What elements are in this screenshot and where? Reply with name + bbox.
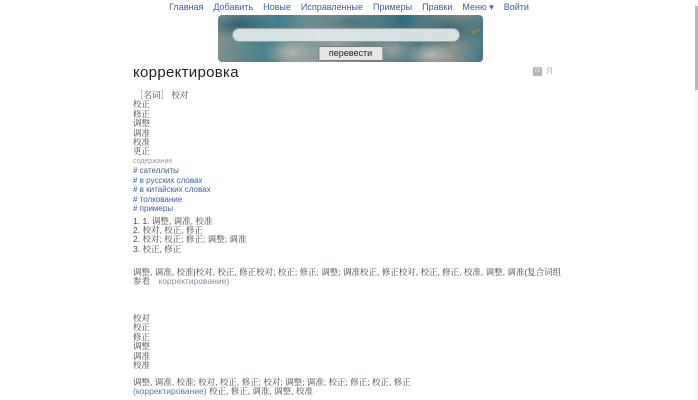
- toc-link-examples[interactable]: # примеры: [133, 204, 174, 214]
- chinese-word-line: 调整: [133, 341, 151, 352]
- nav-item-corrected[interactable]: Исправленные: [300, 2, 363, 12]
- nav-item-edits[interactable]: Правки: [422, 2, 453, 12]
- toc-heading: содержание: [133, 158, 173, 165]
- translation-line: 调整: [133, 118, 151, 129]
- satellites-section: [133, 217, 246, 254]
- header-banner-image: [218, 15, 483, 62]
- satellite-line: 1. 1. 调整, 调准, 校准: [133, 216, 213, 226]
- in-russian-words-section: [133, 268, 565, 287]
- chinese-word-line: 调准: [133, 350, 151, 361]
- toc-link-interpretation[interactable]: # толкование: [133, 194, 183, 204]
- satellite-line: 2. 校对, 校正, 修正: [133, 225, 203, 236]
- examples-line-rest: 校正, 修正, 调准, 调整, 校准: [206, 386, 313, 397]
- translation-line: 校正: [133, 99, 151, 110]
- pencil-icon[interactable]: ✏: [470, 25, 483, 40]
- toc-link-satellites[interactable]: # сателлиты: [133, 166, 179, 175]
- translation-line: 校准: [133, 137, 151, 148]
- translate-button[interactable]: перевести: [318, 46, 383, 61]
- table-of-contents: [133, 157, 211, 214]
- toc-link-chinese-words[interactable]: # в китайских словах: [133, 185, 211, 195]
- translations-block: [133, 91, 188, 157]
- search-input[interactable]: [232, 28, 460, 42]
- examples-line: 调整, 调准, 校准; 校对, 校正, 修正; 校对; 调整; 调准; 校正; 修正; 校正, 修正: [133, 377, 411, 387]
- chinese-word-line: 校正: [133, 322, 151, 333]
- cyrillic-view-icon[interactable]: Я: [546, 66, 553, 76]
- translation-line: 更正: [133, 146, 151, 157]
- translation-line: 修正: [133, 108, 151, 119]
- view-toggle-icons: [533, 67, 553, 76]
- hanzi-view-icon[interactable]: 汉: [534, 68, 541, 74]
- nav-item-home[interactable]: Главная: [169, 2, 204, 12]
- korrektirovanie-example-link[interactable]: (корректирование): [133, 386, 207, 397]
- russian-words-text: 调整, 调准, 校准|校对, 校正, 修正校对; 校正; 修正; 调整; 调准校正, 修正校对, 校正, 修正, 校准, 调整, 调准(复合词组参看: [133, 267, 562, 287]
- examples-line: [133, 387, 565, 396]
- nav-item-add[interactable]: Добавить: [213, 2, 254, 12]
- nav-item-examples[interactable]: Примеры: [372, 2, 413, 12]
- top-navigation: [0, 2, 698, 12]
- pos-line: ［名词］ 校对: [135, 90, 189, 100]
- page-title: корректировка: [133, 64, 239, 81]
- in-chinese-words-section: [133, 314, 150, 370]
- translation-line: 调准: [133, 127, 151, 138]
- nav-item-menu[interactable]: Меню ▾: [462, 2, 494, 12]
- korrektirovanie-link[interactable]: корректирование): [158, 276, 230, 287]
- nav-item-login[interactable]: Войти: [503, 2, 529, 12]
- chinese-word-line: 校对: [133, 313, 151, 323]
- satellite-line: 3. 校正, 修正: [133, 243, 182, 254]
- toc-link-russian-words[interactable]: # в русских словах: [133, 175, 203, 185]
- satellite-line: 2. 校对; 校正; 修正; 调整; 调准: [133, 234, 247, 245]
- examples-section: [133, 378, 565, 397]
- nav-item-new[interactable]: Новые: [263, 2, 291, 12]
- chinese-word-line: 校准: [133, 360, 151, 371]
- chinese-word-line: 修正: [133, 331, 151, 342]
